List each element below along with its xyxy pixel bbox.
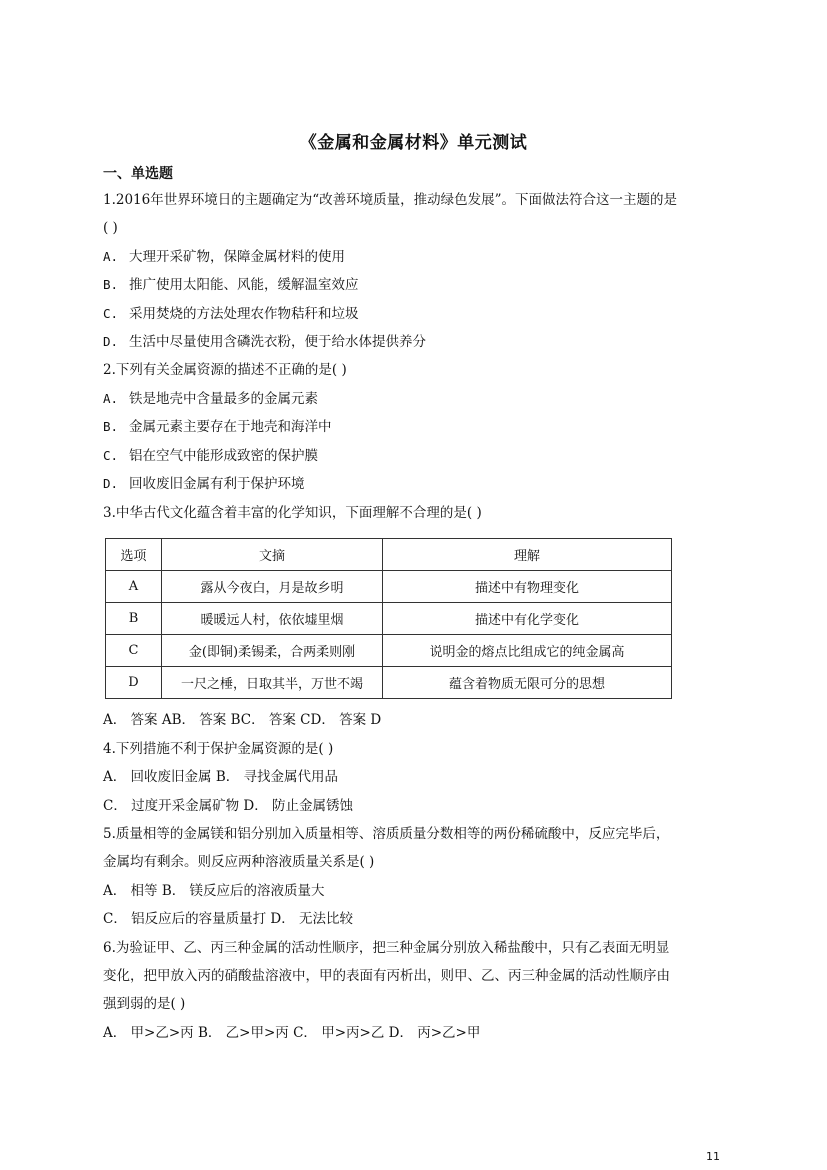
option-text: 回收废旧金属有利于保护环境 xyxy=(129,476,305,492)
table-cell: A xyxy=(106,571,162,603)
question-5-stem-line-2: 金属均有剩余。则反应两种溶液质量关系是( ) xyxy=(103,854,375,870)
question-1-option-b xyxy=(103,276,359,294)
table-header-cell: 文摘 xyxy=(162,539,383,571)
question-1-option-c xyxy=(103,305,359,323)
page-title: 《金属和金属材料》单元测试 xyxy=(299,133,528,153)
table-header-cell: 理解 xyxy=(383,539,672,571)
option-text: 大理开采矿物，保障金属材料的使用 xyxy=(129,249,345,265)
option-label: D. xyxy=(103,476,119,491)
question-6-stem-line-3: 强到弱的是( ) xyxy=(103,996,186,1012)
table-header-cell: 选项 xyxy=(106,539,162,571)
table-row xyxy=(106,603,672,635)
question-6-stem-line-2: 变化，把甲放入丙的硝酸盐溶液中，甲的表面有丙析出，则甲、乙、丙三种金属的活动性顺序由 xyxy=(103,968,670,984)
table-cell: 描述中有化学变化 xyxy=(383,603,672,635)
option-label: B. xyxy=(103,419,119,434)
question-2-option-b xyxy=(103,418,332,436)
question-4-options-line-2: C． 过度开采金属矿物 D． 防止金属锈蚀 xyxy=(103,798,354,814)
question-1-stem-line-1: 1.2016年世界环境日的主题确定为“改善环境质量，推动绿色发展”。下面做法符合这一主题的是 xyxy=(103,192,678,208)
question-6-options: A． 甲>乙>丙 B． 乙>甲>丙 C． 甲>丙>乙 D． 丙>乙>甲 xyxy=(103,1025,481,1041)
question-5-stem-line-1: 5.质量相等的金属镁和铝分别加入质量相等、溶质质量分数相等的两份稀硫酸中，反应完毕后， xyxy=(103,826,670,842)
option-text: 推广使用太阳能、风能，缓解温室效应 xyxy=(129,277,359,293)
option-label: A. xyxy=(103,249,119,264)
question-4-options-line-1: A． 回收废旧金属 B． 寻找金属代用品 xyxy=(103,769,339,785)
question-2-option-d xyxy=(103,475,305,493)
question-3-options: A． 答案 AB． 答案 BC． 答案 CD． 答案 D xyxy=(103,712,382,728)
table-cell: 一尺之棰，日取其半，万世不竭 xyxy=(162,667,383,699)
option-text: 铝在空气中能形成致密的保护膜 xyxy=(129,448,318,464)
question-1-option-a xyxy=(103,248,345,266)
table-row xyxy=(106,571,672,603)
table-row xyxy=(106,667,672,699)
table-cell: D xyxy=(106,667,162,699)
option-label: A. xyxy=(103,391,119,406)
table-cell: C xyxy=(106,635,162,667)
table-row xyxy=(106,635,672,667)
question-3-stem: 3.中华古代文化蕴含着丰富的化学知识，下面理解不合理的是( ) xyxy=(103,505,482,521)
option-text: 金属元素主要存在于地壳和海洋中 xyxy=(129,419,332,435)
table-cell: 金(即铜)柔锡柔，合两柔则刚 xyxy=(162,635,383,667)
option-label: D. xyxy=(103,334,119,349)
option-text: 生活中尽量使用含磷洗衣粉，便于给水体提供养分 xyxy=(129,334,426,350)
question-1-option-d xyxy=(103,333,426,351)
table-cell: 暖暖远人村，依依墟里烟 xyxy=(162,603,383,635)
option-text: 铁是地壳中含量最多的金属元素 xyxy=(129,391,318,407)
section-heading: 一、单选题 xyxy=(103,166,173,182)
question-1-stem-line-2: ( ) xyxy=(103,220,118,236)
option-label: B. xyxy=(103,277,119,292)
question-6-stem-line-1: 6.为验证甲、乙、丙三种金属的活动性顺序，把三种金属分别放入稀盐酸中，只有乙表面无明显 xyxy=(103,940,670,956)
question-4-stem: 4.下列措施不利于保护金属资源的是( ) xyxy=(103,741,334,757)
table-header-row xyxy=(106,539,672,571)
question-3-table xyxy=(105,538,672,699)
table-cell: 说明金的熔点比组成它的纯金属高 xyxy=(383,635,672,667)
question-2-option-a xyxy=(103,390,318,408)
option-label: C. xyxy=(103,306,119,321)
question-5-options-line-1: A． 相等 B． 镁反应后的溶液质量大 xyxy=(103,883,325,899)
page-number: 11 xyxy=(706,1150,720,1163)
table-cell: 蕴含着物质无限可分的思想 xyxy=(383,667,672,699)
question-2-option-c xyxy=(103,447,318,465)
table-cell: 露从今夜白，月是故乡明 xyxy=(162,571,383,603)
table-cell: 描述中有物理变化 xyxy=(383,571,672,603)
option-label: C. xyxy=(103,448,119,463)
table-cell: B xyxy=(106,603,162,635)
option-text: 采用焚烧的方法处理农作物秸秆和垃圾 xyxy=(129,306,359,322)
question-2-stem: 2.下列有关金属资源的描述不正确的是( ) xyxy=(103,362,347,378)
question-5-options-line-2: C． 铝反应后的容量质量打 D． 无法比较 xyxy=(103,911,354,927)
